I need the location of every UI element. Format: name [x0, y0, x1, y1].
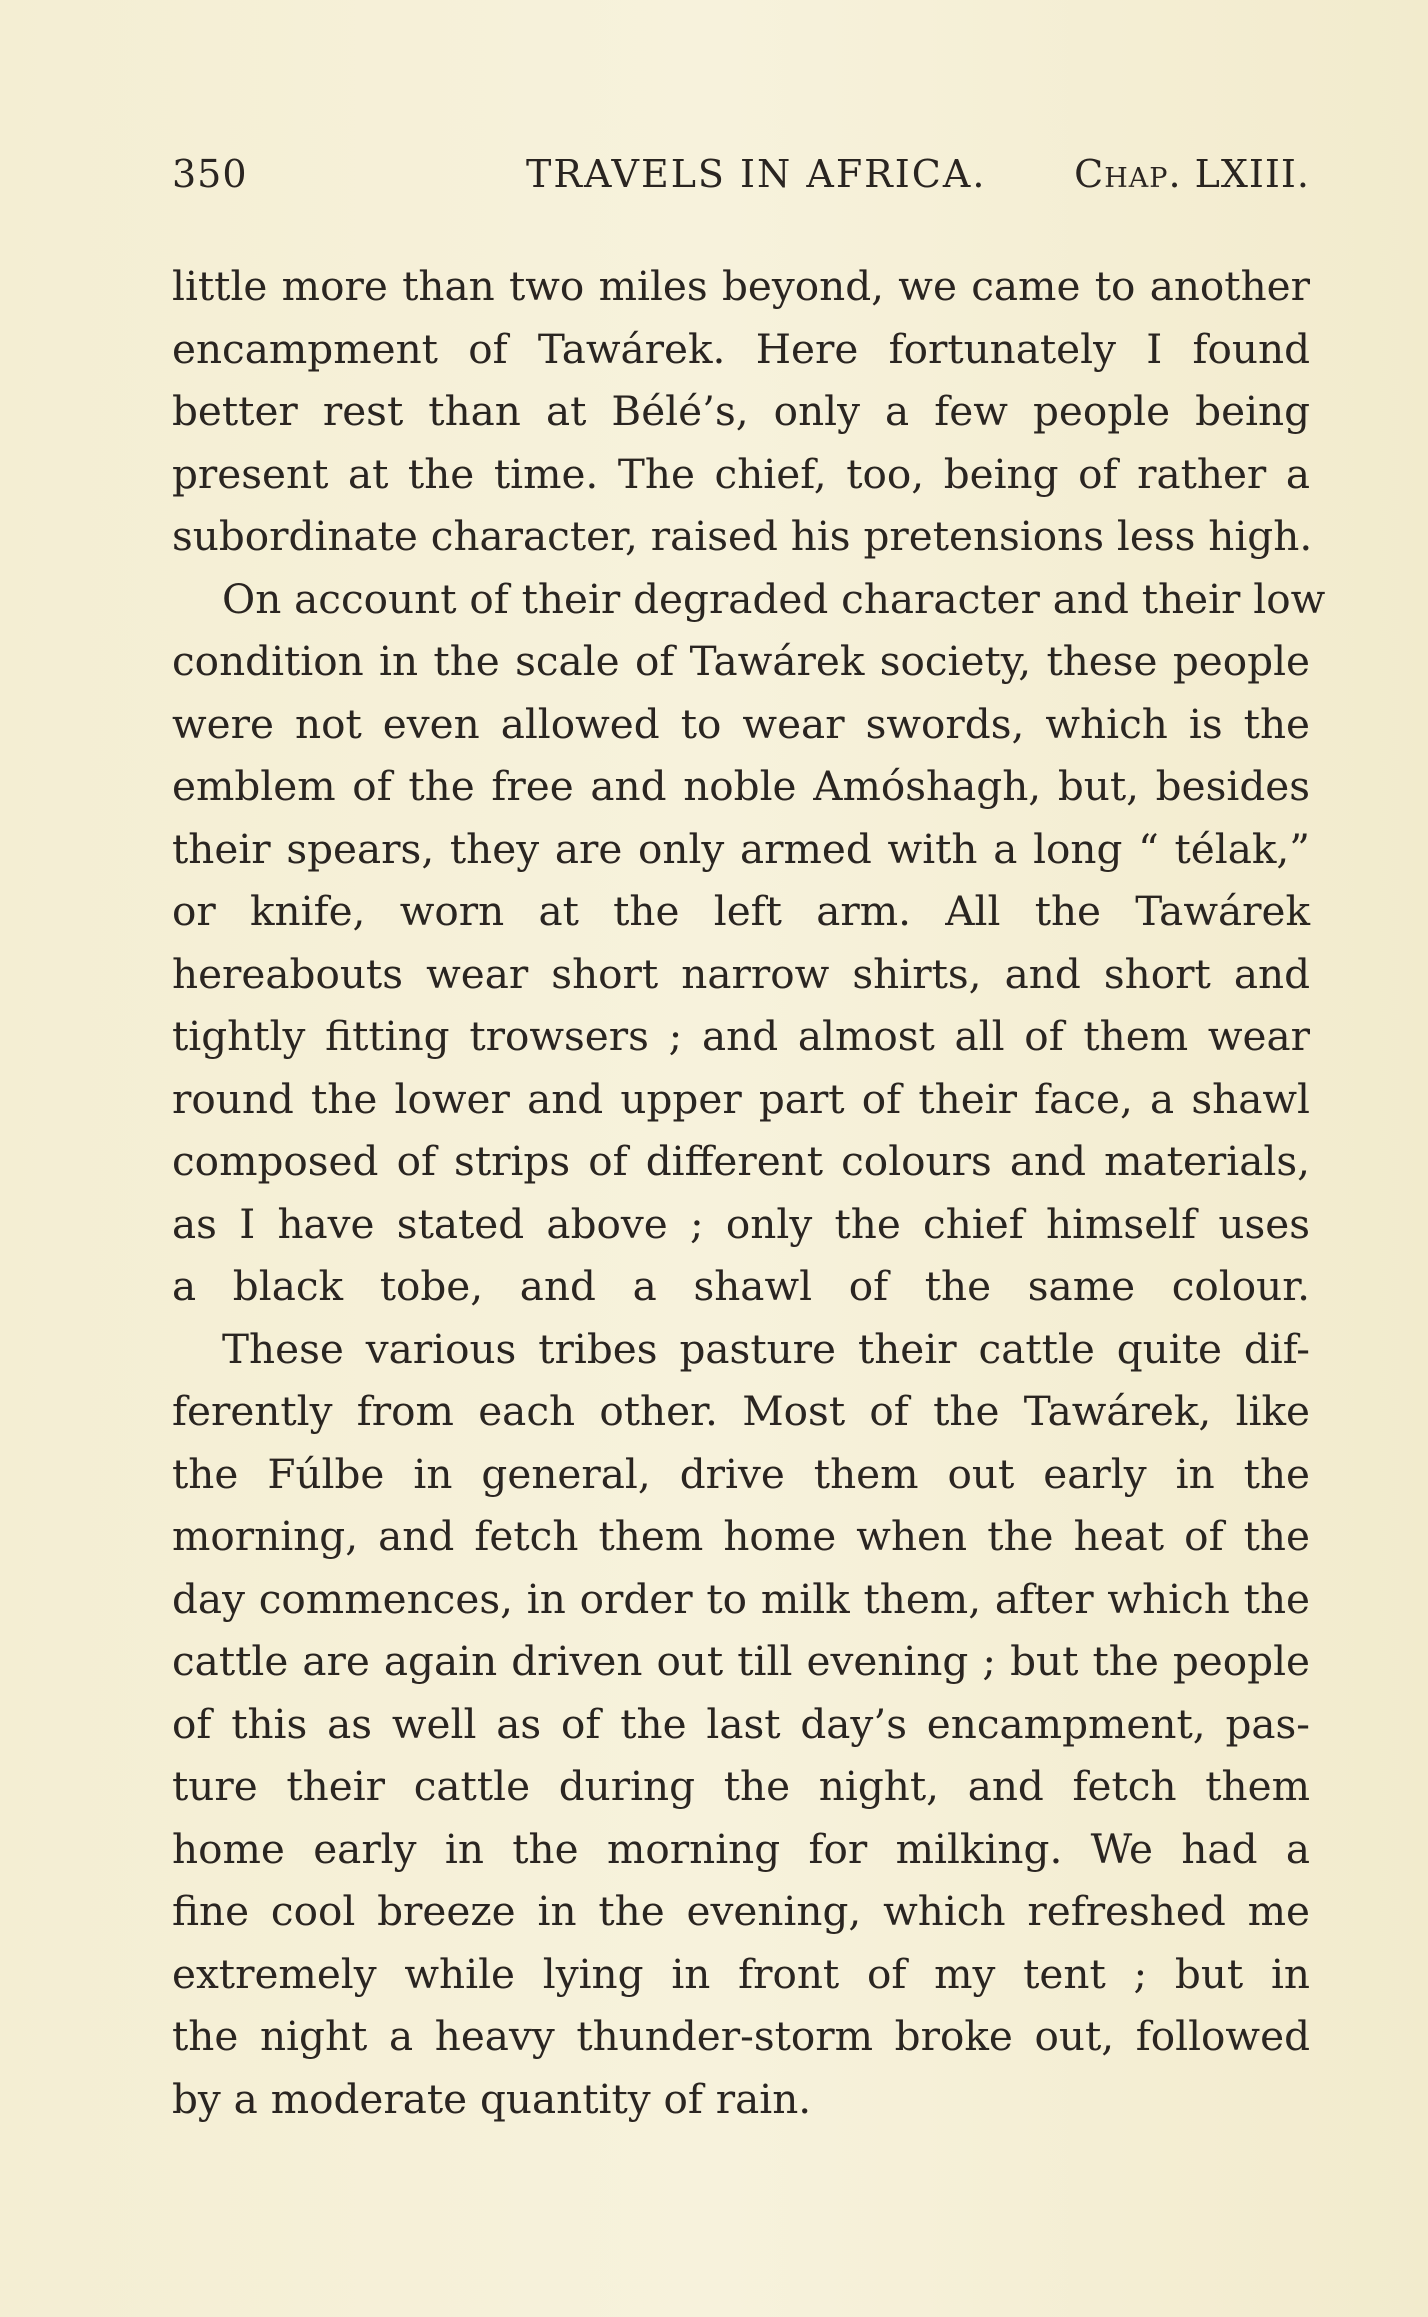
- text-line: better rest than at Bélé’s, only a few people being: [172, 387, 1310, 435]
- text-line: ture their cattle during the night, and fetch them: [172, 1762, 1310, 1810]
- text-line: ferently from each other. Most of the Tawárek, like: [172, 1387, 1310, 1435]
- text-line: fine cool breeze in the evening, which refreshed me: [172, 1887, 1310, 1935]
- text-line: composed of strips of different colours and materials,: [172, 1137, 1310, 1185]
- text-line: home early in the morning for milking. We had a: [172, 1824, 1310, 1873]
- text-line: These various tribes pasture their cattle quite dif-: [222, 1324, 1310, 1373]
- chapter-label: Chap. LXIII.: [1074, 152, 1310, 196]
- text-line: round the lower and upper part of their face, a shawl: [172, 1074, 1310, 1123]
- text-line: little more than two miles beyond, we came to another: [172, 262, 1310, 310]
- text-line: encampment of Tawárek. Here fortunately I found: [172, 324, 1310, 373]
- text-line: subordinate character, raised his pretensions less high.: [172, 512, 1313, 560]
- text-line: tightly fitting trowsers ; and almost all of them wear: [172, 1012, 1310, 1060]
- text-line: by a moderate quantity of rain.: [172, 2074, 812, 2123]
- body-text: [172, 255, 1326, 2130]
- text-line: day commences, in order to milk them, after which the: [172, 1574, 1310, 1623]
- text-line: hereabouts wear short narrow shirts, and short and: [172, 949, 1310, 998]
- paragraph-3: [172, 1318, 1310, 2131]
- text-line: as I have stated above ; only the chief himself uses: [172, 1199, 1310, 1248]
- text-line: extremely while lying in front of my tent ; but in: [172, 1949, 1310, 1998]
- running-head: [172, 152, 1310, 208]
- book-title: TRAVELS IN AFRICA.: [526, 152, 987, 196]
- text-line: emblem of the free and noble Amóshagh, but, besides: [172, 762, 1310, 810]
- text-line: their spears, they are only armed with a long “ télak,”: [172, 824, 1310, 873]
- text-line: of this as well as of the last day’s encampment, pas-: [172, 1699, 1310, 1748]
- text-line: cattle are again driven out till evening ; but the people: [172, 1637, 1310, 1685]
- text-line: On account of their degraded character and their low: [222, 574, 1326, 623]
- text-line: condition in the scale of Tawárek society, these people: [172, 637, 1310, 685]
- text-line: were not even allowed to wear swords, which is the: [172, 699, 1310, 748]
- page-number: 350: [172, 152, 248, 196]
- paragraph-2: [172, 568, 1326, 1318]
- text-line: or knife, worn at the left arm. All the Tawárek: [172, 887, 1310, 935]
- text-line: present at the time. The chief, too, being of rather a: [172, 449, 1310, 498]
- paragraph-1: [172, 255, 1313, 568]
- text-line: morning, and fetch them home when the heat of the: [172, 1512, 1310, 1560]
- text-line: the night a heavy thunder-storm broke out, followed: [172, 2012, 1310, 2060]
- text-line: the Fúlbe in general, drive them out early in the: [172, 1449, 1310, 1498]
- text-line: a black tobe, and a shawl of the same colour.: [172, 1262, 1310, 1310]
